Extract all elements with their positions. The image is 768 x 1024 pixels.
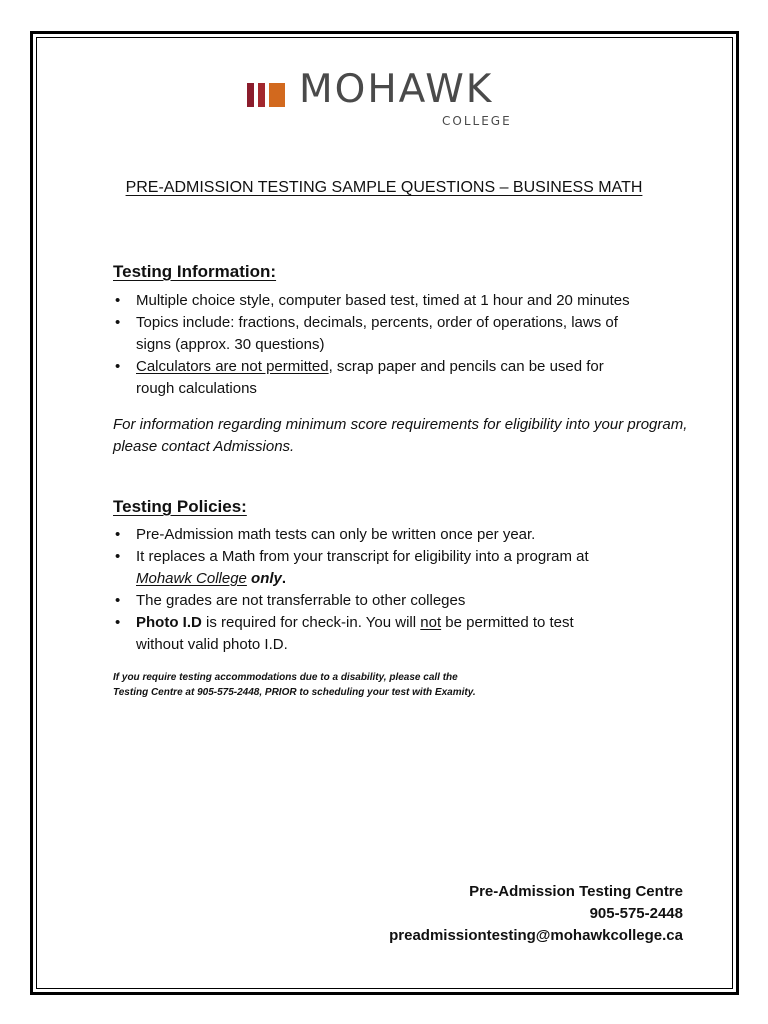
list-item	[113, 290, 693, 312]
list-item-text: be permitted to test without valid photo I.D.	[136, 614, 574, 653]
only-emphasis-text: only	[246, 570, 282, 587]
logo-wordmark: MOHAWK	[299, 67, 494, 112]
contact-block	[389, 881, 683, 947]
contact-email: preadmissiontesting@mohawkcollege.ca	[389, 927, 683, 944]
list-item-text: Pre-Admission math tests can only be written once per year.	[136, 526, 536, 543]
list-item-period: .	[281, 570, 287, 587]
list-item-text: Topics include: fractions, decimals, percents, order of operations, laws of signs (approx. 30 questions)	[136, 314, 618, 353]
testing-policies-heading: Testing Policies:	[113, 497, 247, 516]
list-item	[113, 312, 693, 356]
page-title-text: PRE-ADMISSION TESTING SAMPLE QUESTIONS – BUSINESS MATH	[125, 179, 643, 196]
logo-bar-2	[258, 83, 265, 107]
list-item-text: The grades are not transferrable to other colleges	[136, 592, 466, 609]
accommodation-note	[113, 670, 633, 700]
not-emphasis-text: not	[420, 614, 442, 631]
logo-bar-3	[269, 83, 285, 107]
logo-bars-icon	[247, 83, 291, 107]
mohawk-college-text: Mohawk College	[136, 570, 247, 587]
logo-subtitle: COLLEGE	[442, 114, 512, 128]
mohawk-college-logo	[247, 67, 532, 132]
list-item-text: is required for check-in. You will	[201, 614, 421, 631]
accommodation-note-line: If you require testing accommodations due to a disability, please call the	[113, 672, 458, 683]
contact-phone: 905-575-2448	[589, 905, 683, 922]
list-item-text: Multiple choice style, computer based test, timed at 1 hour and 20 minutes	[136, 292, 630, 309]
testing-information-list	[113, 290, 693, 400]
logo-bar-1	[247, 83, 254, 107]
eligibility-info-note: For information regarding minimum score requirements for eligibility into your program, please contact Admissions.	[113, 416, 688, 455]
page-title	[0, 178, 768, 198]
list-item	[113, 524, 693, 546]
accommodation-note-line: Testing Centre at 905-575-2448, PRIOR to scheduling your test with Examity.	[113, 687, 476, 698]
testing-information-heading: Testing Information:	[113, 262, 277, 281]
photo-id-text: Photo I.D	[136, 614, 202, 631]
list-item	[113, 356, 693, 400]
calculators-not-permitted-text: Calculators are not permitted	[136, 358, 329, 375]
list-item	[113, 590, 693, 612]
list-item	[113, 612, 693, 656]
list-item	[113, 546, 693, 590]
list-item-text: It replaces a Math from your transcript for eligibility into a program at	[136, 548, 589, 565]
testing-policies-list	[113, 524, 693, 656]
contact-centre-name: Pre-Admission Testing Centre	[469, 883, 683, 900]
list-item-text: , scrap paper and pencils can be used for rough calculations	[136, 358, 604, 397]
